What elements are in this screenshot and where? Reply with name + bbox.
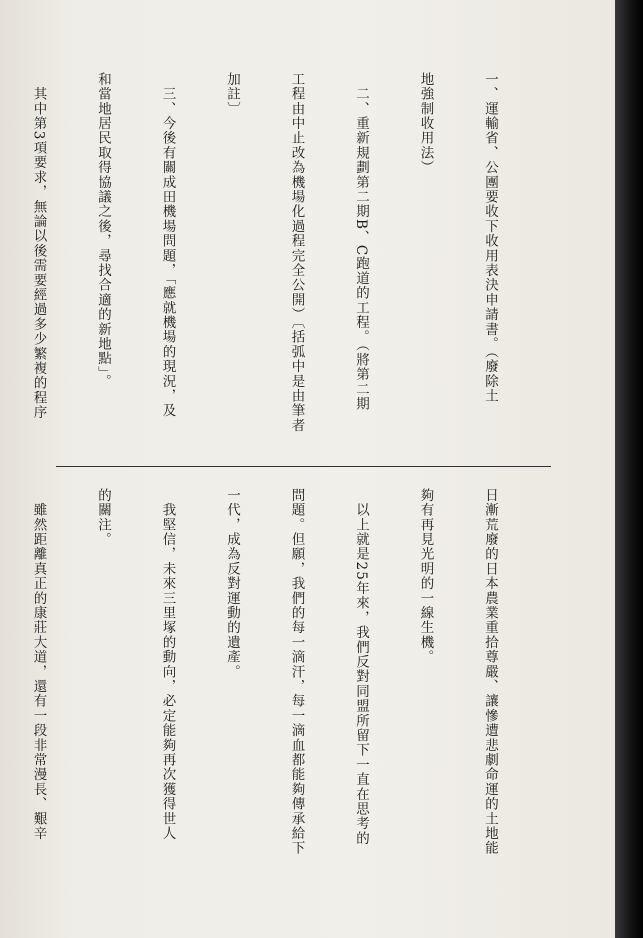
section-divider [56,466,551,467]
text-line: 日漸荒廢的日本農業重拾尊嚴、讓慘遭悲劇命運的土地能 [482,488,498,856]
text-line: 地強制收用法） [417,72,434,175]
main-text-bottom [0,488,543,858]
text-line: 雖然距離真正的康莊大道，還有一段非常漫長、艱辛 [30,488,47,841]
text-line: 我堅信，未來三里塚的動向，必定能夠再次獲得世人 [159,488,176,841]
text-line: 問題。但願，我們的每一滴汗，每一滴血都能夠傳承給下 [288,488,305,856]
text-line: 和當地居民取得協議之後，尋找合適的新地點」。 [95,72,111,389]
main-text-top [0,72,543,472]
text-line: 二、重新規劃第二期B、C跑道的工程。（將第二期 [353,72,369,412]
text-line: 加註〕 [224,72,240,117]
text-line: 的關注。 [95,488,111,547]
text-line: 一、運輸省、公團要收下收用表決申請書。（廢除土 [482,72,498,404]
text-line: 夠有再見光明的一線生機。 [417,488,434,665]
text-line: 以上就是25年來，我們反對同盟所留下一直在思考的 [353,488,369,846]
book-gutter-shadow [615,0,643,938]
text-line: 工程由中止改為機場化過程完全公開）〔括弧中是由筆者 [288,72,305,433]
text-line: 一代，成為反對運動的遺產。 [224,488,240,680]
text-line: 其中第3項要求，無論以後需要經過多少繁複的程序 [30,72,47,420]
text-line: 三、今後有關成田機場問題，「應就機場的現況，及 [159,72,176,419]
